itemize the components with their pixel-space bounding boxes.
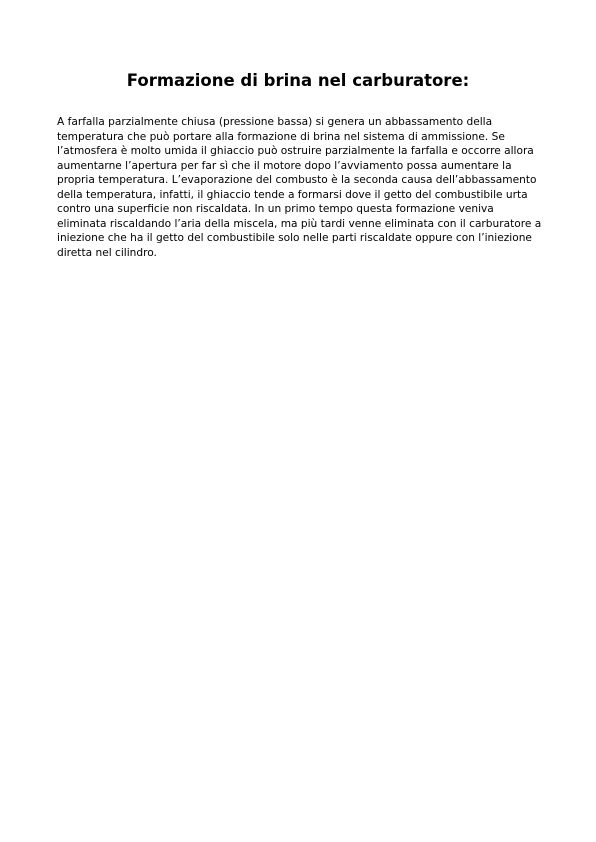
body-paragraph: A farfalla parzialmente chiusa (pressione bassa) si genera un abbassamento della temperatura che può portare alla formazione di brina nel sistema di ammissione. Se l’atmosfera è molto umida il ghiaccio può ostruire parzialmente la farfalla e occorre allora aumentarne l’apertura per far sì che il motore dopo l’avviamento possa aumentare la propria temperatura. L’evaporazione del combusto è la seconda causa dell’abbassamento della temperatura, infatti, il ghiaccio tende a formarsi dove il getto del combustibile urta contro una superficie non riscaldata. In un primo tempo questa formazione veniva eliminata riscaldando l’aria della miscela, ma più tardi venne eliminata con il carburatore a iniezione che ha il getto del combustibile solo nelle parti riscaldate oppure con l’iniezione diretta nel cilindro. [57, 116, 542, 259]
page-title: Formazione di brina nel carburatore: [126, 71, 470, 90]
